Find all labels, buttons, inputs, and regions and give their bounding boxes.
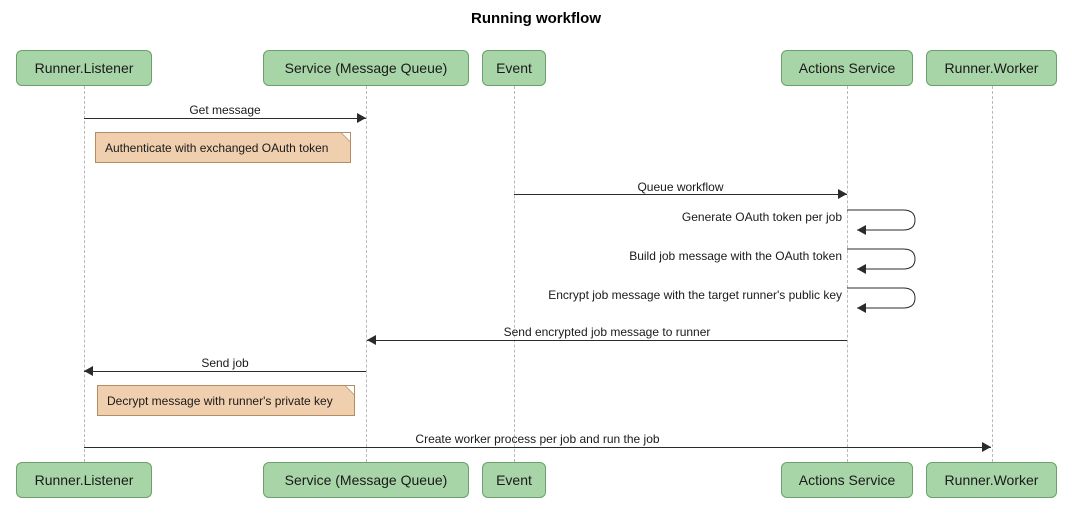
message-line-queue-workflow [514, 194, 847, 195]
message-line-send-job [84, 371, 366, 372]
actor-label: Service (Message Queue) [284, 472, 448, 488]
actor-label: Actions Service [798, 472, 896, 488]
actor-runner-worker-bottom[interactable] [926, 462, 1057, 498]
actor-runner-listener-bottom[interactable] [16, 462, 152, 498]
actor-service-message-queue-bottom[interactable] [263, 462, 469, 498]
message-line-get-message [84, 118, 366, 119]
note-decrypt-note [97, 385, 355, 416]
message-line-create-worker-process [84, 447, 991, 448]
note-fold-inner-icon [346, 386, 354, 394]
actor-label: Runner.Worker [944, 472, 1039, 488]
lifeline-runner-worker [992, 86, 993, 462]
note-fold-inner-icon [342, 133, 350, 141]
actor-runner-listener-top[interactable] [16, 50, 152, 86]
message-label-build-job-message: Build job message with the OAuth token [629, 249, 842, 263]
actor-label: Event [496, 472, 532, 488]
self-message-encrypt-job-message [847, 286, 927, 320]
lifeline-runner-listener [84, 86, 85, 462]
message-label-send-encrypted-job-message: Send encrypted job message to runner [503, 325, 711, 339]
actor-runner-worker-top[interactable] [926, 50, 1057, 86]
note-label: Authenticate with exchanged OAuth token [105, 140, 329, 155]
actor-actions-service-bottom[interactable] [781, 462, 913, 498]
self-message-build-job-message [847, 247, 927, 281]
actor-label: Runner.Worker [944, 60, 1039, 76]
actor-actions-service-top[interactable] [781, 50, 913, 86]
actor-label: Service (Message Queue) [284, 60, 448, 76]
message-label-generate-oauth-token: Generate OAuth token per job [681, 210, 842, 224]
note-authenticate-note [95, 132, 351, 163]
self-message-generate-oauth-token [847, 208, 927, 242]
lifeline-event [514, 86, 515, 462]
message-label-get-message: Get message [189, 103, 261, 117]
actor-event-top[interactable] [482, 50, 546, 86]
message-label-encrypt-job-message: Encrypt job message with the target runner's public key [548, 288, 842, 302]
message-label-create-worker-process: Create worker process per job and run the job [415, 432, 660, 446]
page-title: Running workflow [471, 10, 601, 27]
actor-label: Runner.Listener [34, 60, 134, 76]
lifeline-service-message-queue [366, 86, 367, 462]
actor-label: Actions Service [798, 60, 896, 76]
message-label-queue-workflow: Queue workflow [637, 180, 724, 194]
actor-event-bottom[interactable] [482, 462, 546, 498]
actor-label: Event [496, 60, 532, 76]
message-line-send-encrypted-job-message [367, 340, 847, 341]
actor-service-message-queue-top[interactable] [263, 50, 469, 86]
actor-label: Runner.Listener [34, 472, 134, 488]
note-label: Decrypt message with runner's private key [107, 393, 333, 408]
message-label-send-job: Send job [201, 356, 249, 370]
